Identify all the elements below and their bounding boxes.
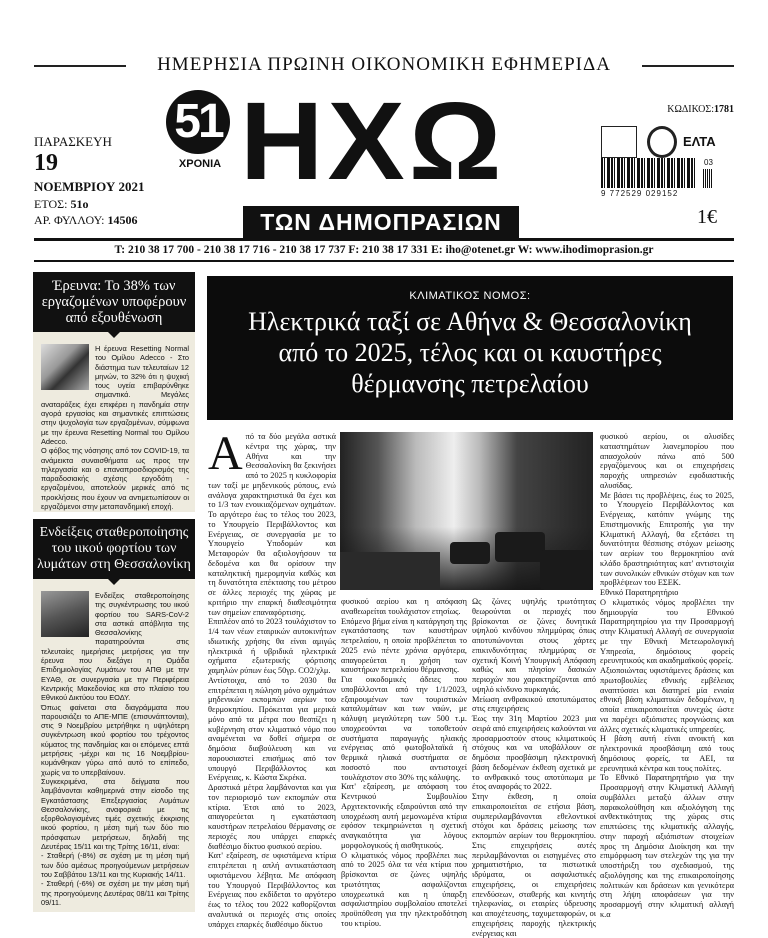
paragraph: Η βάση αυτή είναι ανοικτή και ηλεκτρονικά προσβάσιμη από τους δημόσιους φορείς, τα ΑΕΙ, τα ερευνητικά κέντρα και τους πολίτες.: [600, 734, 734, 773]
anniversary-badge: 51: [166, 90, 230, 154]
lead-title-line: από το 2025, τέλος και οι καυστήρες: [278, 338, 662, 367]
lead-title: [207, 306, 733, 399]
year-value: 51ο: [70, 197, 89, 211]
lead-title-line: Ηλεκτρικά ταξί σε Αθήνα & Θεσσαλονίκη: [248, 307, 692, 336]
office-photo: [41, 344, 89, 390]
code-info: [667, 104, 734, 115]
code-label: ΚΩΔΙΚΟΣ:: [667, 104, 714, 115]
date-day: 19: [34, 150, 58, 176]
paragraph: πό τα δύο μεγάλα αστικά κέντρα της χώρας, την Αθήνα και την Θεσσαλονίκη θα ξεκινήσει από το 2025 η κυκλοφορία των ταξί με μηδενικούς ρύπους, ενώ ανάλογα χαρακτηριστικά θα έχει και το 1/3 των ενοικιαζόμενων οχημάτων. Το αργότερο έως το τέλος του 2023, το Υπουργείο Περιβάλλοντος και Ενέργειας, σε συνεργασία με το Υπουργείο Υποδομών και Μεταφορών θα αξιολογήσουν τα δεδομένα και θα ορίσουν την καταληκτική ημερομηνία καθώς και τη δυνατότητα επέκτασης του μέτρου σε άλλες περιοχές της χώρας με κριτήριο την επαρκή διαθεσιμότητα των σημείων επαναφόρτισης.: [208, 432, 336, 617]
paragraph: Ο φόβος της νόσησης από τον COVID-19, τα ανάμεικτα συναισθήματα ως προς την τηλεργασία και ο επαναπροσδιορισμός της παραδοσιακής σχέσης εργοδότη - εργαζομένου, αποτελούν μερικές από τις προκλήσεις που έχουν να αντιμετωπίσουν οι εργαζόμενοι στην μεταπανδημική εποχή.: [41, 446, 189, 512]
header-rule-top: [34, 238, 734, 241]
paragraph: Συγκεκριμένα, στα δείγματα που λαμβάνονται καθημερινά στην είσοδο της Εγκατάστασης Επεξεργασίας Λυμάτων Θεσσαλονίκης, αναφορικά με τις εξορθολογισμένες τιμές σχετικής έκκρισης ιικού φορτίου, η μέση τιμή των δύο πιο πρόσφατων μετρήσεων, δηλαδή της Δευτέρας 15/11 και της Τρίτης 16/11, είναι:: [41, 776, 189, 852]
paragraph: φυσικού αερίου και η απόφαση αναθεωρείται τουλάχιστον ετησίως.: [341, 597, 467, 616]
header-rule-bottom: [34, 260, 734, 262]
seal-icon: [647, 126, 677, 158]
article-column-4: [600, 432, 734, 926]
barcode-addon-icon: [703, 169, 713, 188]
lead-headline-box: [207, 276, 733, 420]
paragraph: Ο κλιματικός νόμος προβλέπει την δημιουργία του Εθνικού Παρατηρητηρίου για την Προσαρμογή στην Κλιματική Αλλαγή σε συνεργασία με την Εθνική Μετεωρολογική Υπηρεσία, δημόσιους φορείς ερευνητικούς και ακαδημαϊκούς φορείς.: [600, 597, 734, 666]
issue-info: [34, 213, 137, 228]
lead-title-line: θέρμανσης πετρελαίου: [351, 369, 589, 398]
year-label: ΕΤΟΣ:: [34, 197, 68, 211]
price: 1€: [697, 206, 717, 228]
paragraph: Με βάσει τις προβλέψεις, έως το 2025, το Υπουργείο Περιβάλλοντος και Ενέργειας, κατόπιν γνώμης της Επιστημονικής Επιτροπής για την Κλιματική Αλλαγή, θα εξετάσει τη δυνατότητα θέσπισης στόχων μείωσης των αερίων του θερμοκηπίου ανά κλάδο δραστηριότητας κατ' αντιστοιχία των συνολικών εθνικών στόχων και των προβλέψεων του ΕΣΕΚ.: [600, 490, 734, 588]
paragraph: Αντίστοιχα, από το 2030 θα επιτρέπεται η πώληση μόνο οχημάτων μηδενικών εκπομπών αερίων του θερμοκηπίου. Πρόκειται για μερικά μόνο από τα μέτρα που θεσπίζει η κυβέρνηση στον κλιματικό νόμο που αναμένεται να δοθεί σήμερα σε δημόσια διαβούλευση και να παρουσιαστεί επισήμως από τον υπουργό Περιβάλλοντος και Ενέργειας, κ. Κώστα Σκρέκα.: [208, 675, 336, 783]
article-column-1: [208, 427, 336, 929]
barcode-icon: [601, 158, 696, 188]
car-shape: [450, 542, 490, 564]
paragraph: Επιπλέον από το 2023 τουλάχιστον το 1/4 των νέων εταιρικών αυτοκινήτων ιδιωτικής χρήσης θα είναι αμιγώς ηλεκτρικά ή υβριδικά ηλεκτρικά οχήματα εξωτερικής φόρτισης χαμηλών ρύπων έως 50γρ. CO2/χλμ.: [208, 617, 336, 675]
barcode-number: 9 772529 029152: [601, 189, 679, 198]
paragraph: Το Εθνικό Παρατηρητήριο για την Προσαρμογή στην Κλιματική Αλλαγή συμβάλλει μεταξύ άλλων στην παρακολούθηση και αξιολόγηση της ανθεκτικότητας της χώρας στις επιπτώσεις της κλιματικής αλλαγής, στην παροχή αξιόπιστων στοιχείων προς τη Δημόσια Διοίκηση και την επιμόρφωση των στελεχών της για την υποστήριξη του σχεδιασμού, της αξιολόγησης και της επικαιροποίησης πολιτικών και δράσεων και γενικότερα στη λήψη αποφάσεων για την προσαρμογή στην κλιματική αλλαγή κ.α: [600, 773, 734, 919]
paragraph: - Σταθερή (-6%) σε σχέση με την μέση τιμή της προηγούμενης Δευτέρας 08/11 και Τρίτης 09/11.: [41, 879, 189, 907]
section-subheading: Μείωση ανθρακικού αποτυπώματος στις επιχειρήσεις: [472, 694, 596, 714]
section-subheading: Εθνικό Παρατηρητήριο: [600, 588, 679, 597]
paragraph: Ο κλιματικός νόμος προβλέπει πως από το 2025 όλα τα νέα κτίρια που βρίσκονται σε ζώνες υψηλής τρωτότητας ασφαλίζονται υποχρεωτικά και η ύπαρξη ασφαλιστηρίου συμβολαίου αποτελεί προϋπόθεση για την ηλεκτροδότηση του κτιρίου.: [341, 850, 467, 928]
elta-logo: ΕΛΤΑ: [683, 134, 716, 149]
date-month-year: ΝΟΕΜΒΡΙΟΥ 2021: [34, 179, 145, 194]
sidebar-article-body: [33, 332, 195, 518]
paragraph: Δραστικά μέτρα λαμβάνονται και για τον περιορισμό των εκπομπών στα κτίρια. Έτσι από το 2023, απαγορεύεται η εγκατάσταση καυστήρων πετρελαίου θέρμανσης σε περιοχές που υπάρχει επαρκές διαθέσιμο δίκτυο φυσικού αερίου.: [208, 783, 336, 851]
postage-stamp-icon: [601, 126, 637, 158]
sidebar-article-body: [33, 579, 195, 907]
newspaper-logo: ΗΧΩ: [240, 80, 506, 203]
sidebar-article-wastewater: [33, 519, 195, 912]
paragraph: Έως την 31η Μαρτίου 2023 μια σειρά από επιχειρήσεις καλούνται να προσαρμοστούν στους κλιματικούς στόχους και να υποβάλλουν σε δημόσια προσβάσιμη ηλεκτρονική βάση δεδομένων έκθεση σχετικά με το ανθρακικό τους αποτύπωμα με έτος αναφοράς το 2022.: [472, 714, 596, 792]
paragraph: Η έρευνα Resetting Normal του Ομίλου Adecco - Στο διάστημα των τελευταίων 12 μηνών, το 32% ότι η ψυχική τους υγεία επιβαρύνθηκε σημαντικά. Μεγάλες αναταράξεις έχει επιφέρει η πανδημία στην αγορά εργασίας και σημαντικές επιπτώσεις στην ψυχολογία των εργαζομένων, σύμφωνα με την έρευνα Resetting Normal του Ομίλου Adecco.: [41, 344, 189, 446]
article-column-2: [341, 597, 467, 926]
code-value: 1781: [714, 104, 734, 115]
paragraph: φυσικού αερίου, οι αλυσίδες καταστημάτων λιανεμπορίου που απασχολούν πάνω από 500 εργαζόμενους και οι επιχειρήσεις παροχής υπηρεσιών εφοδιαστικής αλυσίδας.: [600, 432, 734, 490]
contact-line: T: 210 38 17 700 - 210 38 17 716 - 210 38 17 737 F: 210 38 17 331 E: iho@otenet.gr W: www.ihodimoprasion.gr: [114, 244, 654, 256]
paragraph: Στην έκθεση, η οποία επικαιροποιείται σε ετήσια βάση, συμπεριλαμβάνονται εθελοντικοί στόχοι και δράσεις μείωσης των εκπομπών αερίων του θερμοκηπίου. Στις επιχειρήσεις αυτές περιλαμβάνονται οι εισηγμένες στο χρηματιστήριο, τα πιστωτικά ιδρύματα, οι ασφαλιστικές επιχειρήσεις, οι επιχειρήσεις επενδύσεων, σταθερής και κινητής τηλεφωνίας, οι εταιρίες ύδρευσης και αποχέτευσης, ταχυμεταφορών, οι επιχειρήσεις παροχής ηλεκτρικής ενέργειας και: [472, 792, 596, 938]
paragraph: Για οικοδομικές άδειες που υποβάλλονται από την 1/1/2023, εξαιρουμένων των τουριστικών καταλυμάτων και των ναών, με κάλυψη μεγαλύτερη των 500 τ.μ. υποχρεούνται να τοποθετούν συστήματα παραγωγής ηλιακής ενέργειας από φωτοβολταϊκά ή θερμικά ηλιακά συστήματα σε ποσοστό που αντιστοιχεί τουλάχιστον στο 30% της κάλυψης.: [341, 675, 467, 782]
car-shape: [495, 532, 545, 562]
year-info: [34, 197, 88, 212]
newspaper-subtitle: ΤΩΝ ΔΗΜΟΠΡΑΣΙΩΝ: [243, 206, 519, 238]
paragraph: Επόμενο βήμα είναι η κατάργηση της εγκατάστασης των καυστήρων πετρελαίου, η οποία προβλέπεται το 2025 ενώ πέντε χρόνια αργότερα, απαγορεύεται η χρήση των καυστήρων πετρελαίου θέρμανσης.: [341, 616, 467, 675]
issue-value: 14506: [107, 213, 138, 227]
tagline: ΗΜΕΡΗΣΙΑ ΠΡΩΙΝΗ ΟΙΚΟΝΟΜΙΚΗ ΕΦΗΜΕΡΙΔΑ: [157, 54, 611, 75]
sidebar-article-title: Ενδείξεις σταθεροποίησης του ιικού φορτίου των λυμάτων στη Θεσσαλονίκη: [33, 519, 195, 579]
statue-photo: [41, 591, 89, 637]
shrub-shape: [340, 552, 440, 590]
paragraph: Ως ζώνες υψηλής τρωτότητας θεωρούνται οι περιοχές που βρίσκονται σε ζώνες δυνητικά υψηλού κινδύνου πλημμύρας όπως αποτυπώνονται στους χάρτες επικινδυνότητας πλημμύρας σε σχετική Κοινή Υπουργική Απόφαση καθώς και πλησίον δασικών περιοχών που χαρακτηρίζονται από υψηλό κίνδυνο πυρκαγιάς.: [472, 597, 596, 694]
street-traffic-photo: [340, 432, 593, 590]
paragraph: Όπως φαίνεται στα διαγράμματα που παρουσιάζει το ΑΠΕ-ΜΠΕ (επισυνάπτονται), στις 9 Νοεμβρίου μετρήθηκε η υψηλότερη συγκέντρωση ιικού φορτίου του τρέχοντος κύματος της πανδημίας και οι επόμενες επτά μετρήσεις -μέχρι και τις 16 Νοεμβρίου- κυμάνθηκαν γύρω από αυτό το επίπεδο, χωρίς να το υπερβαίνουν.: [41, 702, 189, 777]
lead-kicker: ΚΛΙΜΑΤΙΚΟΣ ΝΟΜΟΣ:: [409, 290, 531, 302]
paragraph: Κατ' εξαίρεση, με απόφαση του Κεντρικού Συμβουλίου Αρχιτεκτονικής εξαιρούνται από την υποχρέωση αυτή μεμονωμένα κτίρια εφόσον τεκμηριώνεται η σχετική αναγκαιότητα για λόγους μορφολογικούς ή αισθητικούς.: [341, 782, 467, 850]
paragraph: Αξιοποιώντας υφιστάμενες δράσεις και πρωτοβουλίες εθνικής εμβέλειας αναπτύσσει και διατηρεί μία ενιαία εθνική βάση κλιματικών δεδομένων, η οποία επικαιροποιείται συνεχώς ώστε να παρέχει αξιόπιστες προγνώσεις και άλλες σχετικές κλιματικές υπηρεσίες.: [600, 666, 734, 734]
article-column-3: [472, 597, 596, 938]
weekday: ΠΑΡΑΣΚΕΥΗ: [34, 134, 112, 149]
anniversary-label: ΧΡΟΝΙΑ: [178, 158, 222, 170]
paragraph: - Σταθερή (-8%) σε σχέση με τη μέση τιμή των δύο αμέσως προηγούμενων μετρήσεων του Σαββάτου 13/11 και της Κυριακής 14/11.: [41, 851, 189, 879]
sidebar-article-survey: [33, 272, 195, 512]
car-shape: [540, 550, 593, 590]
drop-cap: Α: [208, 427, 243, 480]
paragraph: Ενδείξεις σταθεροποίησης της συγκέντρωσης του ιικού φορτίου του SARS-CoV-2 στα αστικά απόβλητα της Θεσσαλονίκης παρατηρούνται στις τελευταίες ημερήσιες μετρήσεις για την έρευνα που διεξάγει η Ομάδα Επιδημιολογίας Λυμάτων του ΑΠΘ με την ΕΥΑΘ, σε συνεργασία με την Περιφέρεια Κεντρικής Μακεδονίας και στο πλαίσιο του Εθνικού Δικτύου του ΕΟΔΥ.: [41, 591, 189, 703]
sidebar-article-title: Έρευνα: Το 38% των εργαζομένων υποφέρουν από εξουθένωση: [33, 272, 195, 332]
paragraph: Κατ' εξαίρεση, σε υφιστάμενα κτίρια επιτρέπεται η απλή αντικατάσταση υφιστάμενου λέβητα. Με απόφαση του Υπουργού Περιβάλλοντος και Ενέργειας που εκδίδεται το αργότερο έως το τέλος του 2022 καθορίζονται αναλυτικά οι περιοχές στις οποίες υπάρχει επαρκές διαθέσιμο δίκτυο: [208, 851, 336, 929]
issue-label: ΑΡ. ΦΥΛΛΟΥ:: [34, 213, 105, 227]
barcode-addon: 03: [704, 158, 713, 167]
